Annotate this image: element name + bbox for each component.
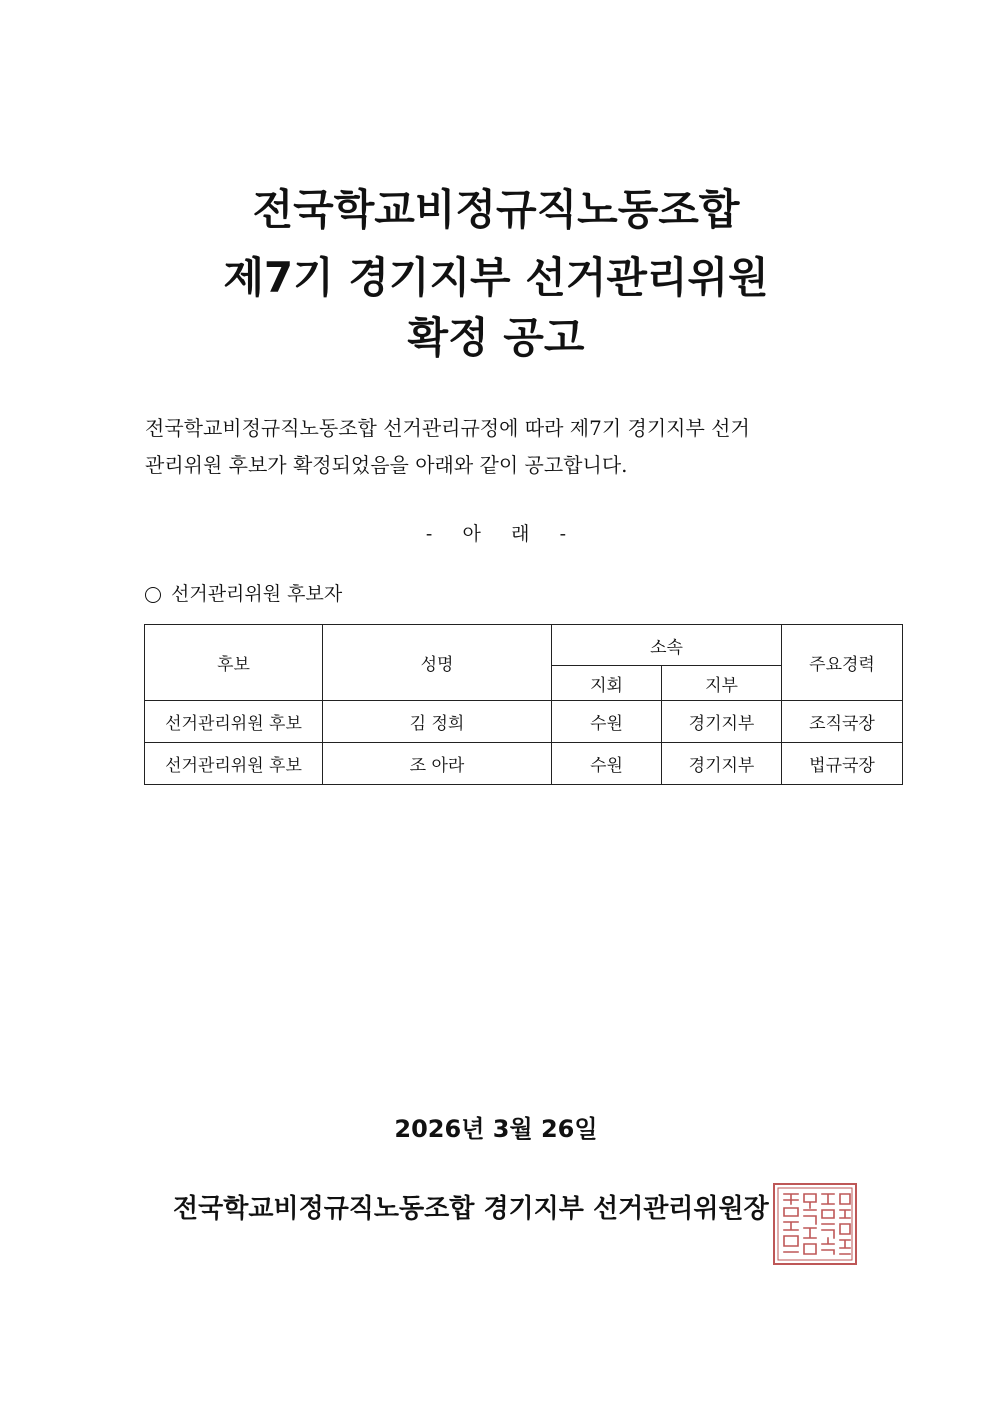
candidate-table [144,624,903,785]
cell-chapter: 수원 [552,701,662,743]
document-date: 2026년 3월 26일 [394,1115,598,1143]
signature-line: 전국학교비정규직노동조합 경기지부 선거관리위원장 [173,1194,769,1224]
header-affiliation: 소속 [552,625,782,666]
table-row [145,701,903,743]
header-candidate: 후보 [145,625,323,701]
cell-candidate: 선거관리위원 후보 [145,701,323,743]
table-row [145,743,903,785]
cell-branch: 경기지부 [662,743,782,785]
circle-bullet-icon [145,587,161,603]
section-title: 선거관리위원 후보자 [171,583,343,605]
section-heading [145,585,342,604]
cell-career: 조직국장 [782,701,903,743]
title-line-1: 전국학교비정규직노동조합 [252,185,740,234]
header-career: 주요경력 [782,625,903,701]
cell-career: 법규국장 [782,743,903,785]
intro-line-2: 관리위원 후보가 확정되었음을 아래와 같이 공고합니다. [145,453,628,477]
below-heading: - 아 래 - [425,523,567,545]
cell-branch: 경기지부 [662,701,782,743]
header-chapter: 지회 [552,666,662,701]
cell-candidate: 선거관리위원 후보 [145,743,323,785]
title-line-2: 제7기 경기지부 선거관리위원 [223,253,769,302]
cell-name: 조 아라 [323,743,552,785]
header-branch: 지부 [662,666,782,701]
intro-line-1: 전국학교비정규직노동조합 선거관리규정에 따라 제7기 경기지부 선거 [145,416,750,440]
header-name: 성명 [323,625,552,701]
official-seal-icon [772,1182,858,1266]
title-line-3: 확정 공고 [407,313,585,362]
cell-name: 김 정희 [323,701,552,743]
cell-chapter: 수원 [552,743,662,785]
